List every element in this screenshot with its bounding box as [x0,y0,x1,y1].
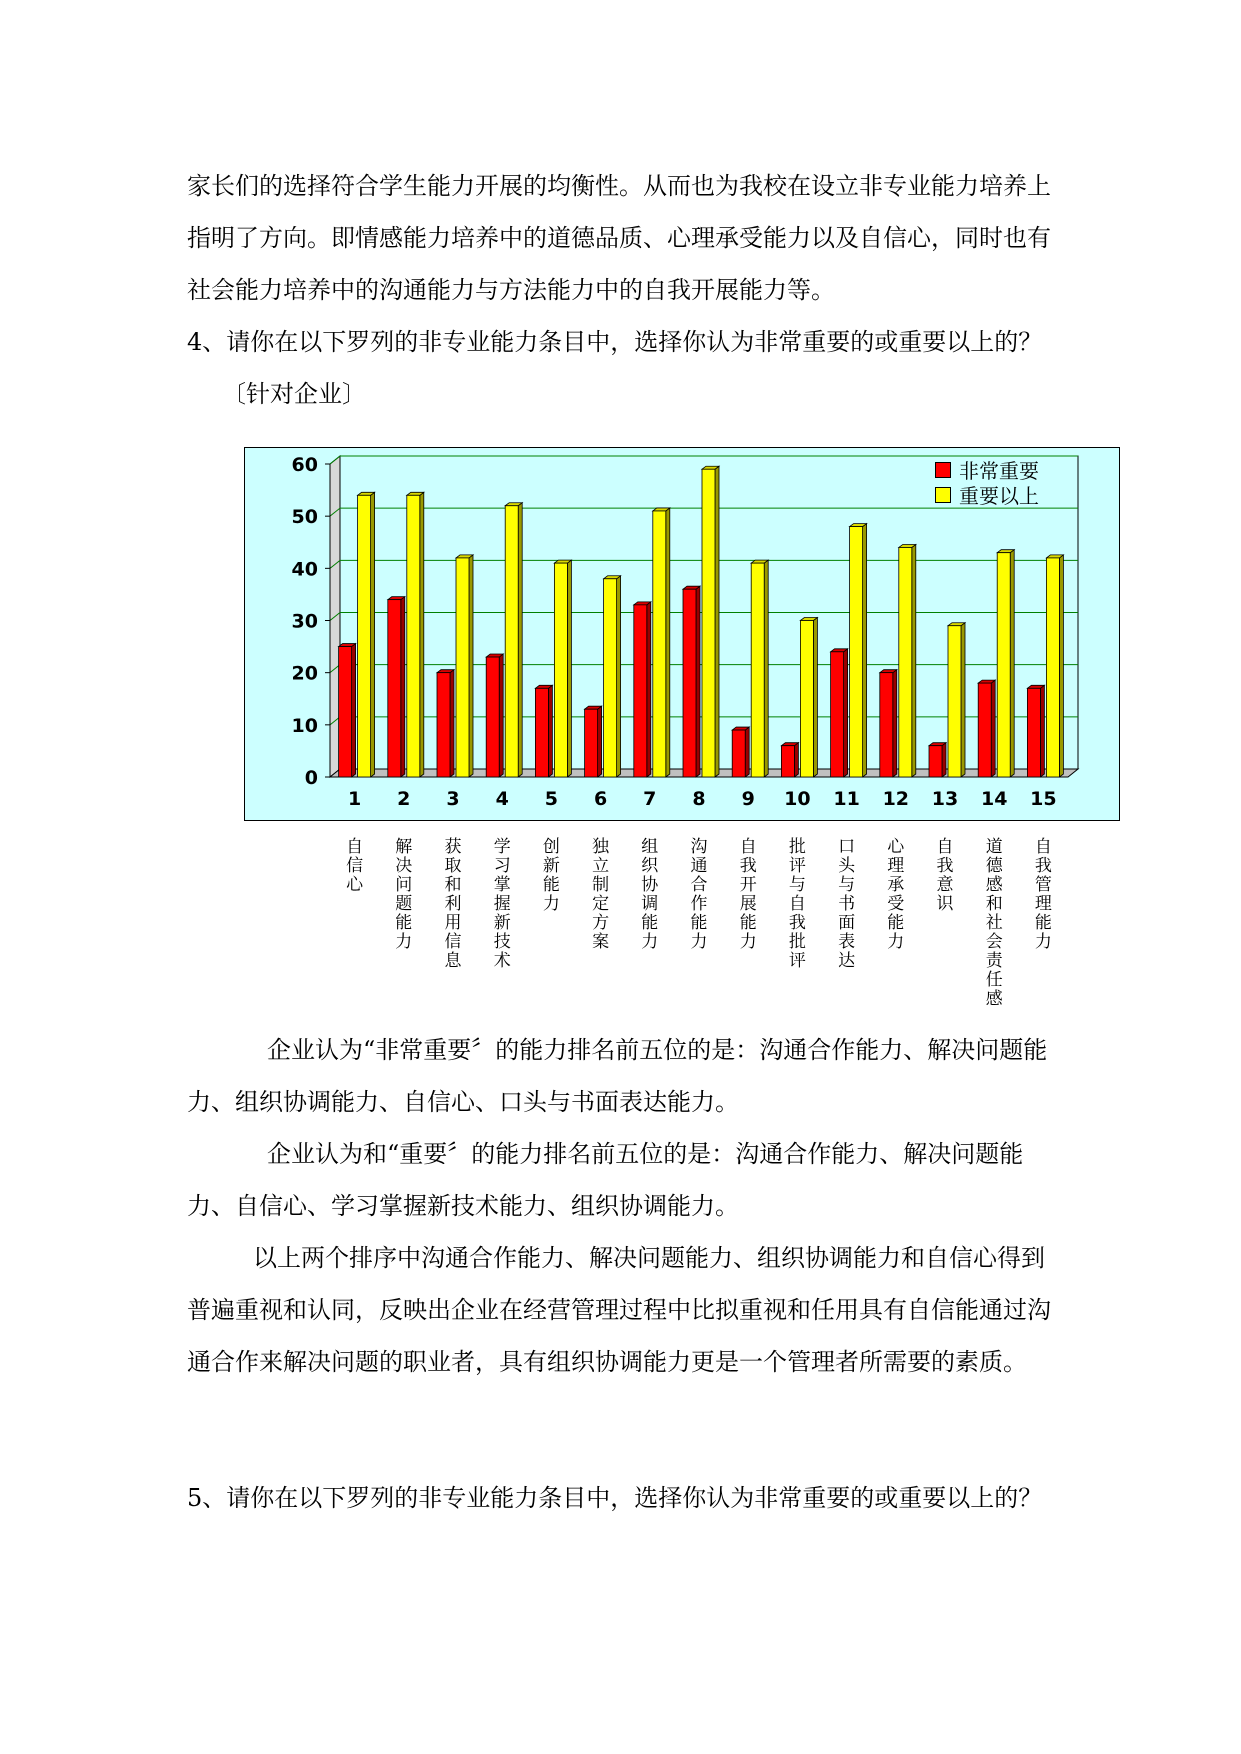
x-tick-label: 11 [833,788,860,810]
bar-side [666,508,670,777]
bar [929,746,942,777]
bar [781,746,794,777]
bar-side [567,560,571,777]
bar [683,589,696,777]
x-tick-label: 1 [347,788,362,810]
bar [831,652,844,777]
x-tick-label: 5 [544,788,559,810]
y-tick-label: 60 [291,454,318,476]
bar [948,626,961,777]
bar [634,605,647,777]
x-tick-label: 14 [980,788,1008,810]
bar [850,527,863,777]
category-name-label: 道德感和社会责任感 [985,837,1003,1009]
x-tick-label: 6 [593,788,608,810]
category-name-label: 解决问题能力 [395,837,413,952]
bar-side [942,743,946,777]
bar [899,547,912,777]
bar-side [863,524,867,777]
x-tick-label: 15 [1030,788,1057,810]
bar [800,621,813,778]
bar-side [617,576,621,777]
x-tick-label: 8 [692,788,706,810]
category-name-label: 创新能力 [542,837,560,914]
category-name-label: 批评与自我批评 [788,837,806,971]
bar [1027,688,1040,777]
bar-side [696,586,700,777]
bar-side [647,602,651,777]
y-tick-label: 40 [291,558,318,581]
category-name-label: 自我管理能力 [1034,837,1052,952]
bar-side [1040,685,1044,777]
bar-side [518,503,522,777]
legend-item-important-above [935,482,1039,507]
bar [358,495,371,777]
x-tick-label: 12 [882,788,910,810]
bar-side [745,727,749,777]
category-name-label: 获取和利用信息 [444,837,462,971]
bar-side [912,544,916,777]
paragraph-1: 家长们的选择符合学生能力开展的均衡性。从而也为我校在设立非专业能力培养上指明了方向。即情感能力培养中的道德品质、心理承受能力以及自信心，同时也有社会能力培养中的沟通能力与方法能力中的自我开展能力等。 [187,172,1051,304]
bar [486,657,499,777]
category-name-label: 沟通合作能力 [690,837,708,952]
x-tick-label: 3 [446,788,460,810]
bar-side [598,706,602,777]
paragraph-2: 企业认为“非常重要〞的能力排名前五位的是：沟通合作能力、解决问题能力、组织协调能力、自信心、口头与书面表达能力。 [187,1036,1048,1116]
category-name-label: 自我意识 [936,837,954,914]
legend-item-very-important [935,457,1039,482]
bar [437,673,450,777]
bar-side [764,560,768,777]
bar-side [715,466,719,777]
bar [339,647,352,777]
x-tick-label: 13 [931,788,959,810]
bar-side [371,492,375,777]
y-tick-label: 10 [291,714,318,737]
bar [535,688,548,777]
y-tick-label: 30 [291,610,318,633]
bar [604,579,617,777]
bar [702,469,715,777]
x-tick-label: 7 [643,788,657,810]
bar-side [352,644,356,777]
bar-side [813,618,817,778]
bar-side [499,654,503,777]
category-name-label: 独立制定方案 [592,837,610,952]
legend-label: 重要以上 [959,484,1039,508]
category-name-label: 学习掌握新技术 [493,837,511,971]
legend-label: 非常重要 [959,459,1039,483]
bar-side [401,597,405,777]
x-tick-label: 10 [784,788,811,810]
category-name-label: 自信心 [346,837,364,895]
bar [880,673,893,777]
legend-swatch-red [935,462,951,478]
category-name-label: 组织协调能力 [641,837,659,952]
bar [978,683,991,777]
bar-side [1059,555,1063,777]
bar [554,563,567,777]
question-5: 5、请你在以下罗列的非专业能力条目中，选择你认为非常重要的或重要以上的？ [187,1484,1043,1512]
bar-side [420,492,424,777]
category-name-label: 自我开展能力 [739,837,757,952]
bar [653,511,666,777]
y-tick-label: 50 [291,506,318,529]
x-tick-label: 2 [397,788,411,810]
bar [407,495,420,777]
bar-side [1010,550,1014,777]
paragraph-4: 以上两个排序中沟通合作能力、解决问题能力、组织协调能力和自信心得到普遍重视和认同，反映出企业在经营管理过程中比拟重视和任用具有自信能通过沟通合作来解决问题的职业者，具有组织协调能力更是一个管理者所需要的素质。 [187,1244,1051,1376]
paragraph-3: 企业认为和“重要〞的能力排名前五位的是：沟通合作能力、解决问题能力、自信心、学习掌握新技术能力、组织协调能力。 [187,1140,1024,1220]
bar-side [469,555,473,777]
bar [456,558,469,777]
bar [1046,558,1059,777]
bar-side [961,623,965,777]
bar-side [450,670,454,777]
bar-side [548,685,552,777]
bar [585,709,598,777]
question-4-note: 〔针对企业〕 [222,380,366,408]
category-name-label: 心理承受能力 [887,837,905,952]
bar-side [844,649,848,777]
bar [751,563,764,777]
x-tick-label: 4 [495,788,509,810]
bar [388,600,401,777]
bar-side [794,743,798,777]
chart-legend [935,457,1039,507]
category-name-label: 口头与书面表达 [838,837,856,971]
legend-swatch-yellow [935,487,951,503]
bar [997,553,1010,777]
y-tick-label: 0 [304,767,318,789]
y-tick-label: 20 [291,662,318,685]
x-tick-label: 9 [741,788,755,810]
bar [732,730,745,777]
bar-side [991,680,995,777]
bar-side [893,670,897,777]
bar [505,506,518,777]
question-4: 4、请你在以下罗列的非专业能力条目中，选择你认为非常重要的或重要以上的？ [187,328,1043,356]
